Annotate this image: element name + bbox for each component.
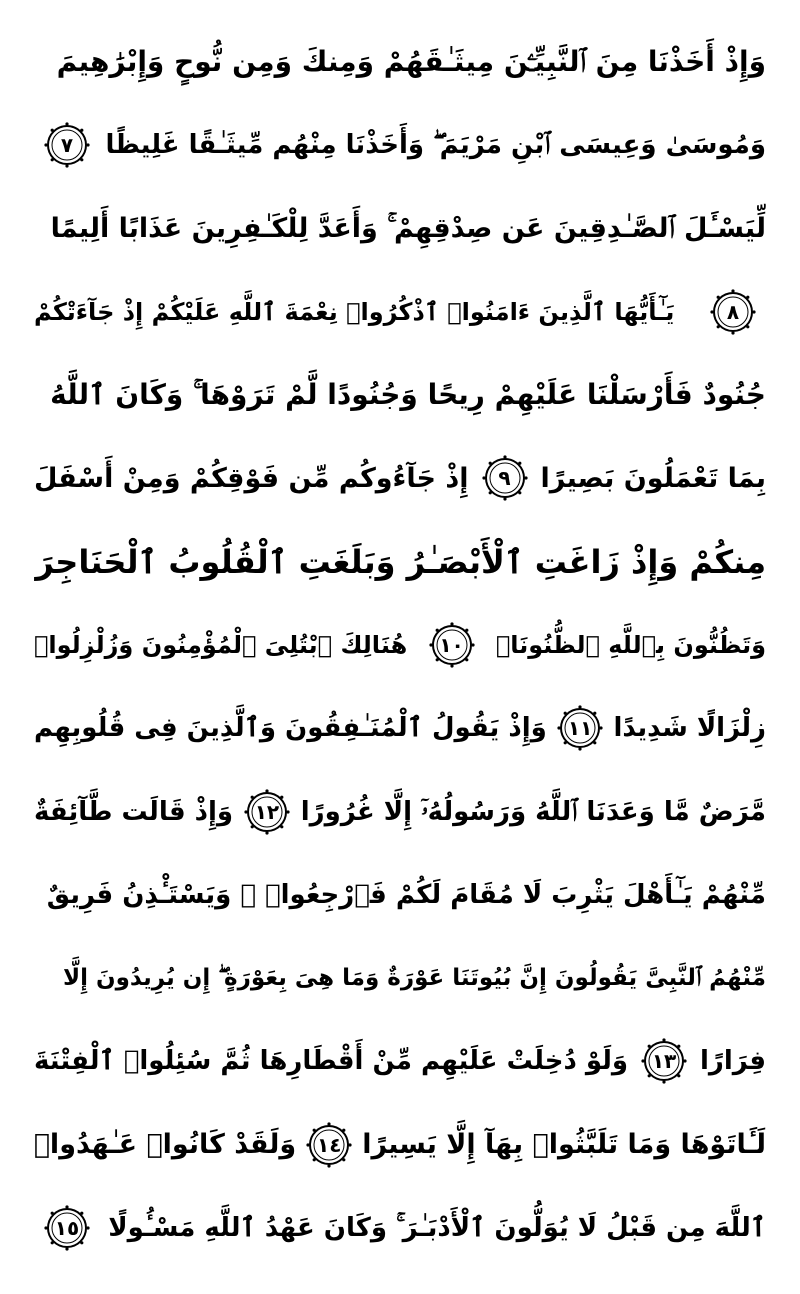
verse-text: وَلَوْ دُخِلَتْ عَلَيْهِم مِّنْ أَقْطَارِهَا ثُمَّ سُئِلُوا۟ ٱلْفِتْنَةَ	[34, 1046, 629, 1077]
ayah-number-marker	[44, 1205, 90, 1251]
verse-text: وَمُوسَىٰ وَعِيسَى ٱبْنِ مَرْيَمَ ۖ وَأَخَذْنَا مِنْهُم مِّيثَـٰقًا غَلِيظًا	[105, 130, 766, 161]
verse-text: مِّنْهُمُ ٱلنَّبِىَّ يَقُولُونَ إِنَّ بُيُوتَنَا عَوْرَةٌ وَمَا هِىَ بِعَوْرَةٍ ۖ إِن يُرِيدُونَ إِلَّا	[62, 964, 766, 991]
verse-text: ٱللَّهَ مِن قَبْلُ لَا يُوَلُّونَ ٱلْأَدْبَـٰرَ ۚ وَكَانَ عَهْدُ ٱللَّهِ مَسْـُٔولًا	[108, 1212, 766, 1243]
verse-text: هُنَالِكَ ٱبْتُلِىَ ٱلْمُؤْمِنُونَ وَزُلْزِلُوا۟	[33, 630, 408, 659]
verse-text: وَتَظُنُّونَ بِٱللَّهِ ٱلظُّنُونَا۠	[495, 630, 766, 659]
ayah-number: ١٢	[254, 799, 280, 824]
ayah-number-marker	[641, 1038, 687, 1084]
ayah-number-marker	[44, 122, 90, 168]
verse-text: جُنُودٌ فَأَرْسَلْنَا عَلَيْهِمْ رِيحًا وَجُنُودًا لَّمْ تَرَوْهَا ۚ وَكَانَ ٱللَّهُ	[50, 378, 766, 412]
text-line	[34, 855, 766, 935]
text-line	[34, 1188, 766, 1268]
verse-text: بِمَا تَعْمَلُونَ بَصِيرًا	[540, 462, 766, 494]
verse-text: وَلَقَدْ كَانُوا۟ عَـٰهَدُوا۟	[33, 1129, 297, 1161]
verse-text: مِنكُمْ وَإِذْ زَاغَتِ ٱلْأَبْصَـٰرُ وَبَلَغَتِ ٱلْقُلُوبُ ٱلْحَنَاجِرَ	[35, 542, 766, 581]
text-line	[34, 272, 766, 352]
verse-text: وَإِذْ أَخَذْنَا مِنَ ٱلنَّبِيِّـۧنَ مِيثَـٰقَهُمْ وَمِنكَ وَمِن نُّوحٍ وَإِبْرَٰهِيمَ	[56, 45, 766, 78]
text-line	[34, 438, 766, 518]
verse-text: وَإِذْ قَالَت طَّآئِفَةٌ	[33, 796, 234, 827]
verse-text: زِلْزَالًا شَدِيدًا	[613, 713, 766, 744]
verse-text: لَـَٔاتَوْهَا وَمَا تَلَبَّثُوا۟ بِهَآ إِلَّا يَسِيرًا	[362, 1129, 766, 1161]
verse-text: فِرَارًا	[700, 1046, 766, 1077]
ayah-number: ١٣	[651, 1049, 677, 1074]
ayah-number-marker	[306, 1122, 352, 1168]
text-line	[34, 1021, 766, 1101]
text-line	[34, 189, 766, 269]
text-line	[34, 938, 766, 1018]
verse-text: وَإِذْ يَقُولُ ٱلْمُنَـٰفِقُونَ وَٱلَّذِينَ فِى قُلُوبِهِم	[33, 713, 547, 744]
ayah-number-marker	[244, 789, 290, 835]
ayah-number: ٧	[60, 133, 74, 158]
text-line	[34, 355, 766, 435]
text-line	[34, 688, 766, 768]
ayah-number: ١٥	[54, 1215, 80, 1240]
ayah-number-marker	[710, 289, 756, 335]
ayah-number-marker	[557, 705, 603, 751]
verse-text: يَـٰٓأَيُّهَا ٱلَّذِينَ ءَامَنُوا۟ ٱذْكُرُوا۟ نِعْمَةَ ٱللَّهِ عَلَيْكُمْ إِذْ جَآءَتْكُمْ	[34, 297, 675, 326]
ayah-number-marker	[482, 455, 528, 501]
verse-text: لِّيَسْـَٔلَ ٱلصَّـٰدِقِينَ عَن صِدْقِهِمْ ۚ وَأَعَدَّ لِلْكَـٰفِرِينَ عَذَابًا أَلِيمًا	[50, 213, 766, 245]
ayah-number: ٨	[726, 299, 740, 324]
text-line	[34, 22, 766, 102]
ayah-number: ١٠	[439, 632, 464, 657]
ayah-number: ١١	[567, 716, 593, 741]
text-line	[34, 522, 766, 602]
ayah-number: ١٤	[316, 1132, 342, 1157]
verse-text: مَّرَضٌ مَّا وَعَدَنَا ٱللَّهُ وَرَسُولُهُۥٓ إِلَّا غُرُورًا	[300, 796, 766, 827]
text-line	[34, 1105, 766, 1185]
text-line	[34, 605, 766, 685]
text-line	[34, 772, 766, 852]
verse-text: مِّنْهُمْ يَـٰٓأَهْلَ يَثْرِبَ لَا مُقَامَ لَكُمْ فَٱرْجِعُوا۟ ۚ وَيَسْتَـْٔذِنُ فَرِيقٌ	[46, 879, 766, 910]
verse-text: إِذْ جَآءُوكُم مِّن فَوْقِكُمْ وَمِنْ أَسْفَلَ	[33, 462, 469, 494]
ayah-number: ٩	[498, 466, 511, 491]
text-line	[34, 105, 766, 185]
ayah-number-marker	[429, 622, 475, 668]
